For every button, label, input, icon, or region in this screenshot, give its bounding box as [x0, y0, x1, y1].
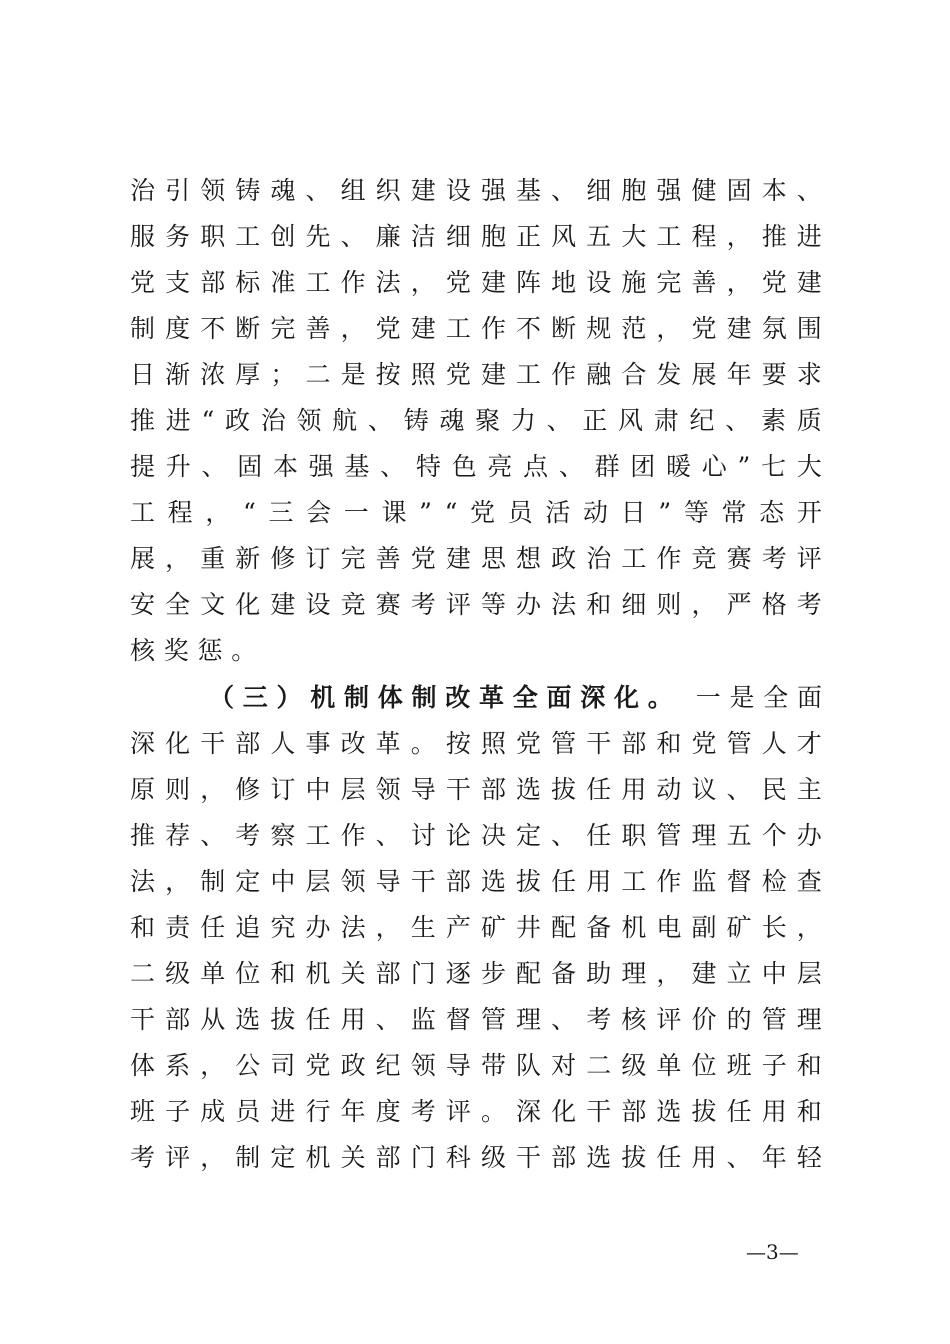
p2-line: 原 则 ， 修 订 中 层 领 导 干 部 选 拔 任 用 动 议 、 民 主	[130, 774, 822, 804]
body-text	[130, 168, 831, 1181]
paragraph-2-first-line	[130, 675, 831, 721]
p2-line: 二 级 单 位 和 机 关 部 门 逐 步 配 备 助 理 ， 建 立 中 层	[130, 958, 822, 988]
p1-line: 治 引 领 铸 魂 、 组 织 建 设 强 基 、 细 胞 强 健 固 本 、	[130, 176, 822, 205]
p2-line: 深 化 干 部 人 事 改 革 。 按 照 党 管 干 部 和 党 管 人 才	[130, 728, 822, 758]
p2-line: 推 荐 、 考 察 工 作 、 讨 论 决 定 、 任 职 管 理 五 个 办	[130, 820, 822, 850]
section-heading-tail: 一是全面	[695, 682, 831, 712]
p1-line: 安 全 文 化 建 设 竞 赛 考 评 等 办 法 和 细 则 ， 严 格 考	[130, 590, 822, 620]
paragraph-1	[130, 168, 822, 675]
page-number: —3—	[746, 1240, 799, 1264]
p1-line: 服 务 职 工 创 先 、 廉 洁 细 胞 正 风 五 大 工 程 ， 推 进	[130, 222, 822, 252]
p2-line: 考 评 ， 制 定 机 关 部 门 科 级 干 部 选 拔 任 用 、 年 轻	[130, 1142, 822, 1172]
p1-line: 制 度 不 断 完 善 ， 党 建 工 作 不 断 规 范 ， 党 建 氛 围	[130, 314, 822, 344]
p1-line: 日 渐 浓 厚 ； 二 是 按 照 党 建 工 作 融 合 发 展 年 要 求	[130, 360, 822, 390]
p1-line: 党 支 部 标 准 工 作 法 ， 党 建 阵 地 设 施 完 善 ， 党 建	[130, 268, 822, 298]
p2-line: 体 系 ， 公 司 党 政 纪 领 导 带 队 对 二 级 单 位 班 子 和	[130, 1050, 822, 1080]
p1-line: 提 升 、 固 本 强 基 、 特 色 亮 点 、 群 团 暖 心 ” 七 大	[130, 452, 822, 482]
p1-line: 展 ， 重 新 修 订 完 善 党 建 思 想 政 治 工 作 竞 赛 考 评	[130, 544, 822, 574]
p2-line: 法 ， 制 定 中 层 领 导 干 部 选 拔 任 用 工 作 监 督 检 查	[130, 866, 822, 896]
p1-line: 工 程 ， “ 三 会 一 课 ” “ 党 员 活 动 日 ” 等 常 态 开	[130, 498, 822, 528]
p2-line: 班 子 成 员 进 行 年 度 考 评 。 深 化 干 部 选 拔 任 用 和	[130, 1096, 822, 1126]
paragraph-2	[130, 675, 831, 1182]
section-heading: （三）机制体制改革全面深化。	[209, 682, 682, 712]
p2-line: 干 部 从 选 拔 任 用 、 监 督 管 理 、 考 核 评 价 的 管 理	[130, 1004, 822, 1034]
p1-line: 推 进 “ 政 治 领 航 、 铸 魂 聚 力 、 正 风 肃 纪 、 素 质	[130, 406, 822, 436]
p1-line: 核奖惩。	[130, 636, 266, 666]
p2-line: 和 责 任 追 究 办 法 ， 生 产 矿 井 配 备 机 电 副 矿 长 ，	[130, 912, 822, 942]
